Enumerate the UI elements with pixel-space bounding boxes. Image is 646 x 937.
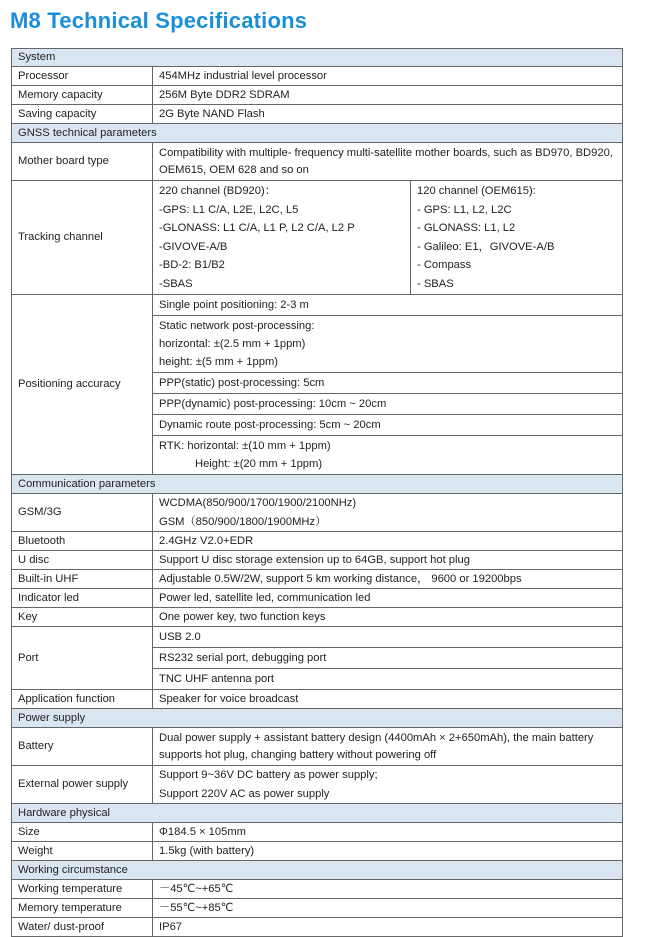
list-item: -GIVOVE-A/B <box>159 240 228 253</box>
row-label: Working temperature <box>12 880 153 899</box>
tracking-left-cell <box>153 181 411 295</box>
table-row <box>12 918 623 937</box>
table-row <box>12 589 623 608</box>
section-title: Hardware physical <box>12 804 623 823</box>
table-row <box>12 532 623 551</box>
row-label: Built-in UHF <box>12 570 153 589</box>
list-item: PPP(static) post-processing: 5cm <box>153 372 622 393</box>
row-label: Bluetooth <box>12 532 153 551</box>
row-value: IP67 <box>153 918 623 937</box>
row-label: U disc <box>12 551 153 570</box>
row-value: Speaker for voice broadcast <box>153 690 623 709</box>
list-item: PPP(dynamic) post-processing: 10cm ~ 20cm <box>153 393 622 414</box>
row-label: Memory capacity <box>12 86 153 105</box>
table-row <box>12 690 623 709</box>
table-row <box>12 608 623 627</box>
section-power <box>12 709 623 728</box>
section-system <box>12 49 623 67</box>
list-item: RTK: horizontal: ±(10 mm + 1ppm) Height: ±(20 mm + 1ppm) <box>153 435 622 474</box>
row-label: Mother board type <box>12 143 153 181</box>
page-title: M8 Technical Specifications <box>10 8 308 33</box>
table-row <box>12 67 623 86</box>
section-communication <box>12 475 623 494</box>
list-item: -SBAS <box>159 277 193 290</box>
list-item: - GLONASS: L1, L2 <box>417 222 516 234</box>
list-item: USB 2.0 <box>159 631 201 643</box>
list-item: TNC UHF antenna port <box>153 668 622 689</box>
row-value: 2.4GHz V2.0+EDR <box>153 532 623 551</box>
section-title: Communication parameters <box>12 475 623 494</box>
row-label: Indicator led <box>12 589 153 608</box>
table-row <box>12 143 623 181</box>
list-item: - GPS: L1, L2, L2C <box>417 203 512 216</box>
list-item: -GLONASS: L1 C/A, L1 P, L2 C/A, L2 P <box>159 222 355 234</box>
section-title: Working circumstance <box>12 861 623 880</box>
positioning-cell <box>153 295 623 475</box>
table-row <box>12 627 623 690</box>
row-value: Compatibility with multiple- frequency multi-satellite mother boards, such as BD970, BD920, OEM615, OEM 628 and so on <box>153 143 623 181</box>
section-title: System <box>12 49 623 67</box>
row-label: GSM/3G <box>12 494 153 532</box>
row-value: 1.5kg (with battery) <box>153 842 623 861</box>
row-value: Support U disc storage extension up to 64GB, support hot plug <box>153 551 623 570</box>
row-label: Battery <box>12 728 153 766</box>
list-item: - SBAS <box>417 277 454 290</box>
section-working <box>12 861 623 880</box>
list-item: Static network post-processing: horizontal: ±(2.5 mm + 1ppm) height: ±(5 mm + 1ppm) <box>153 315 622 372</box>
row-value: Dual power supply + assistant battery design (4400mAh × 2+650mAh), the main battery supports hot plug, changing battery without powering off <box>153 728 623 766</box>
table-row <box>12 823 623 842</box>
list-item: -BD-2: B1/B2 <box>159 259 225 271</box>
row-label: Positioning accuracy <box>12 295 153 475</box>
list-item: - Galileo: E1，GIVOVE-A/B <box>417 240 555 253</box>
row-value: 256M Byte DDR2 SDRAM <box>153 86 623 105</box>
table-row <box>12 766 623 804</box>
list-item: Dynamic route post-processing: 5cm ~ 20cm <box>153 414 622 435</box>
list-item: -GPS: L1 C/A, L2E, L2C, L5 <box>159 203 299 216</box>
row-label: Size <box>12 823 153 842</box>
table-row <box>12 899 623 918</box>
row-value: Φ184.5 × 105mm <box>153 823 623 842</box>
table-row <box>12 105 623 124</box>
row-label: External power supply <box>12 766 153 804</box>
row-label: Port <box>12 627 153 690</box>
table-row <box>12 880 623 899</box>
row-label: Tracking channel <box>12 181 153 295</box>
row-label: Key <box>12 608 153 627</box>
list-item: RS232 serial port, debugging port <box>153 647 622 668</box>
row-value: －45℃~+65℃ <box>153 880 623 899</box>
row-value: 2G Byte NAND Flash <box>153 105 623 124</box>
row-label: Processor <box>12 67 153 86</box>
row-label: Water/ dust-proof <box>12 918 153 937</box>
tracking-right-cell <box>411 181 623 295</box>
row-label: Weight <box>12 842 153 861</box>
row-value: WCDMA(850/900/1700/1900/2100NHz) GSM（850/900/1800/1900MHz） <box>153 494 623 532</box>
row-label: Memory temperature <box>12 899 153 918</box>
row-value: －55℃~+85℃ <box>153 899 623 918</box>
port-cell <box>153 627 623 690</box>
table-row <box>12 494 623 532</box>
table-row <box>12 295 623 475</box>
section-title: GNSS technical parameters <box>12 124 623 143</box>
section-hardware <box>12 804 623 823</box>
row-value: Power led, satellite led, communication led <box>153 589 623 608</box>
table-row <box>12 728 623 766</box>
list-item: 220 channel (BD920)： <box>159 185 276 197</box>
row-label: Application function <box>12 690 153 709</box>
list-item: - Compass <box>417 259 472 271</box>
row-value: Support 9~36V DC battery as power supply; Support 220V AC as power supply <box>153 766 623 804</box>
table-row <box>12 86 623 105</box>
list-item: 120 channel (OEM615): <box>417 185 536 197</box>
table-row <box>12 551 623 570</box>
table-row <box>12 570 623 589</box>
row-value: 454MHz industrial level processor <box>153 67 623 86</box>
row-label: Saving capacity <box>12 105 153 124</box>
row-value: One power key, two function keys <box>153 608 623 627</box>
section-title: Power supply <box>12 709 623 728</box>
list-item: Single point positioning: 2-3 m <box>159 299 309 311</box>
table-row <box>12 181 623 295</box>
row-value: Adjustable 0.5W/2W, support 5 km working distance， 9600 or 19200bps <box>153 570 623 589</box>
spec-table <box>11 48 623 937</box>
section-gnss <box>12 124 623 143</box>
table-row <box>12 842 623 861</box>
